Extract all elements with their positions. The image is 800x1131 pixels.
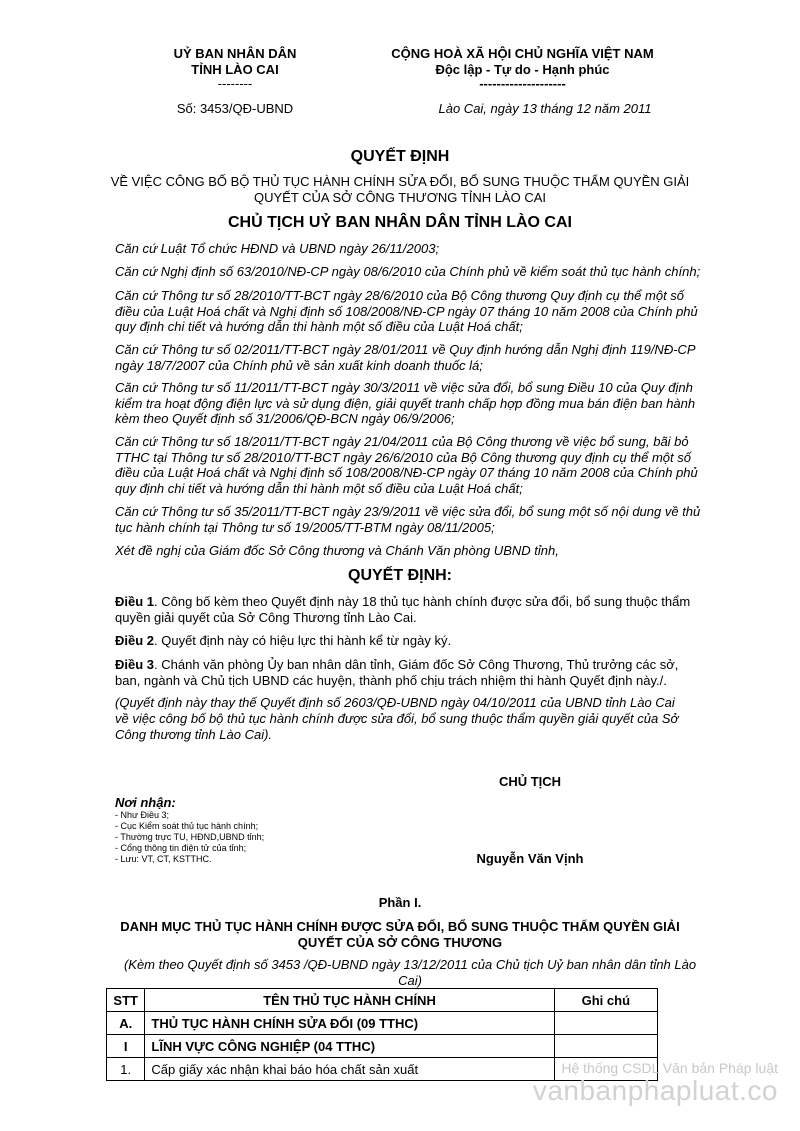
preamble-line: Xét đề nghị của Giám đốc Sở Công thương và Chánh Văn phòng UBND tỉnh, [115,543,559,558]
preamble-line: Căn cứ Thông tư số 02/2011/TT-BCT ngày 28/01/2011 về Quy định hướng dẫn Nghị định 119/NĐ-CP [115,342,696,357]
national-motto-block [365,46,680,90]
replacement-note [115,695,720,743]
recipient-item: - Lưu: VT, CT, KSTTHC. [115,854,212,864]
appendix-title-line: DANH MỤC THỦ TỤC HÀNH CHÍNH ĐƯỢC SỬA ĐỔI, BỔ SUNG THUỘC THẨM QUYỀN GIẢI [120,919,680,934]
issuing-authority: CHỦ TỊCH UỶ BAN NHÂN DÂN TỈNH LÀO CAI [228,214,572,231]
document-subject [60,174,740,205]
header-procedure-name: TÊN THỦ TỤC HÀNH CHÍNH [145,989,554,1012]
decision-heading: QUYẾT ĐỊNH: [348,567,452,584]
preamble-line: Căn cứ Thông tư số 11/2011/TT-BCT ngày 30/3/2011 về việc sửa đổi, bổ sung Điều 10 của Quy định [115,380,693,395]
article-line [115,633,720,649]
article-line: quyền giải quyết của Sở Công Thương tỉnh Lào Cai. [115,610,417,625]
signer-title: CHỦ TỊCH [498,774,562,789]
article-1 [115,594,720,626]
preamble-item [115,342,720,373]
preamble-item [115,434,720,496]
preamble-line: TTHC tại Thông tư số 28/2010/TT-BCT ngày 26/6/2010 của Bộ Công thương quy định cụ thể một số [115,449,691,465]
watermark-domain: vanbanphapluat.co [532,1075,778,1106]
preamble-line: Căn cứ Thông tư số 18/2011/TT-BCT ngày 21/04/2011 của Bộ Công thương về việc bổ sung, bãi bỏ [115,434,689,449]
recipients-label: Nơi nhận: [115,795,176,810]
preamble-line: kiểm tra hoạt động điện lực và sử dụng điện, giải quyết tranh chấp hợp đồng mua bán điện ban hành [115,395,696,411]
preamble-line: Căn cứ Thông tư số 35/2011/TT-BCT ngày 23/9/2011 về việc sửa đổi, bổ sung một số nội dung về thủ [115,504,701,519]
subject-line: VỀ VIỆC CÔNG BỐ BỘ THỦ TỤC HÀNH CHÍNH SỬA ĐỔI, BỔ SUNG THUỘC THẨM QUYỀN GIẢI [110,174,690,189]
article-3 [115,657,720,689]
preamble-item [115,504,720,535]
cell-note [554,1012,657,1035]
table-row [107,1012,658,1035]
table-header-row [107,989,658,1012]
article-text: . Chánh văn phòng Ủy ban nhân dân tỉnh, Giám đốc Sở Công Thương, Thủ trưởng các sở, [154,657,679,672]
preamble-line: Căn cứ Luật Tổ chức HĐND và UBND ngày 26/11/2003; [115,241,440,256]
article-2 [115,633,720,649]
table-row [107,1035,658,1058]
motto: Độc lập - Tự do - Hạnh phúc [435,62,610,77]
preamble-line: quy định chi tiết và hướng dẫn thi hành một số điều của Luật Hoá chất; [115,319,523,334]
watermark-caption: Hệ thống CSDL Văn bản Pháp luật [561,1060,778,1076]
preamble-item [115,380,720,427]
subject-line: QUYẾT CỦA SỞ CÔNG THƯƠNG TỈNH LÀO CAI [254,189,546,205]
signer-name: Nguyễn Văn Vịnh [476,851,584,866]
article-label: Điều 3 [115,657,155,672]
article-label: Điều 1 [115,594,155,609]
cell-procedure: THỦ TỤC HÀNH CHÍNH SỬA ĐỔI (09 TTHC) [145,1012,554,1035]
preamble-line: điều của Luật Hoá chất và Nghị định số 108/2008/NĐ-CP ngày 07 tháng 10 năm 2008 của Chính phủ [115,465,698,480]
appendix-title-line: QUYẾT CỦA SỞ CÔNG THƯƠNG [297,934,503,950]
appendix-part: Phần I. [378,895,422,910]
document-title: QUYẾT ĐỊNH [350,148,450,165]
preamble-line: điều của Luật Hoá chất và Nghị định số 108/2008/NĐ-CP ngày 07 tháng 10 năm 2008 của Chính phủ [115,303,698,319]
recipient-item: - Cổng thông tin điện tử của tỉnh; [115,843,247,853]
article-line [115,657,720,673]
note-line: Công thương tỉnh Lào Cai). [115,727,273,742]
motto-rule: -------------------- [479,76,566,91]
cell-procedure: Cấp giấy xác nhận khai báo hóa chất sản xuất [145,1058,554,1081]
cell-stt: 1. [107,1058,145,1081]
preamble-line: Căn cứ Nghị định số 63/2010/NĐ-CP ngày 08/6/2010 của Chính phủ về kiểm soát thủ tục hành chính; [115,264,701,279]
appendix-reference [100,957,720,988]
header-notes: Ghi chú [554,989,657,1012]
note-line: về việc công bố bộ thủ tục hành chính được sửa đổi, bổ sung thuộc thẩm quyền giải quyết của Sở [115,711,679,726]
reference-line: Cai) [398,972,422,988]
document-date: Lào Cai, ngày 13 tháng 12 năm 2011 [438,101,652,116]
article-text: . Công bố kèm theo Quyết định này 18 thủ tục hành chính được sửa đổi, bổ sung thuộc thẩm [154,594,691,609]
preamble-item [115,543,720,559]
cell-stt: I [107,1035,145,1058]
cell-note [554,1035,657,1058]
header-stt: STT [107,989,145,1012]
preamble-item [115,241,720,257]
national-title: CỘNG HOÀ XÃ HỘI CHỦ NGHĨA VIỆT NAM [391,46,654,61]
article-line [115,594,720,610]
appendix-title [60,919,740,950]
preamble-item [115,264,720,280]
article-line: ban, ngành và Chủ tịch UBND các huyện, thành phố chịu trách nhiệm thi hành Quyết định này./. [115,673,667,688]
document-number: Số: 3453/QĐ-UBND [176,101,294,116]
recipients-list [115,810,375,865]
cell-procedure: LĨNH VỰC CÔNG NGHIỆP (04 TTHC) [145,1035,554,1058]
preamble-item [115,288,720,335]
article-label: Điều 2 [115,633,155,648]
recipient-item: - Như Điều 3; [115,810,170,820]
cell-stt: A. [107,1012,145,1035]
recipient-item: - Thường trực TU, HĐND,UBND tỉnh; [115,832,265,842]
note-line: (Quyết định này thay thế Quyết định số 2603/QĐ-UBND ngày 04/10/2011 của UBND tỉnh Lào Cai [115,695,675,710]
recipient-item: - Cục Kiểm soát thủ tục hành chính; [115,821,259,831]
preamble-line: ngày 18/7/2007 của Chính phủ về sản xuất kinh doanh thuốc lá; [115,357,483,373]
issuer-province: TỈNH LÀO CAI [191,62,279,77]
issuer-rule: -------- [217,76,253,91]
issuer-name: UỶ BAN NHÂN DÂN [173,46,297,61]
preamble-line: Căn cứ Thông tư số 28/2010/TT-BCT ngày 28/6/2010 của Bộ Công thương Quy định cụ thể một số [115,288,685,303]
issuer-block [150,46,320,90]
article-text: . Quyết định này có hiệu lực thi hành kể từ ngày ký. [154,633,452,648]
preamble-line: kèm theo Quyết định số 31/2006/QĐ-BCN ngày 06/9/2006; [115,411,455,426]
preamble-line: tục hành chính tại Thông tư số 19/2005/TT-BTM ngày 08/11/2005; [115,519,495,535]
reference-line: (Kèm theo Quyết định số 3453 /QĐ-UBND ngày 13/12/2011 của Chủ tịch Uỷ ban nhân dân tỉnh Lào [123,957,697,972]
preamble-line: quy định chi tiết và hướng dẫn thi hành một số điều của Luật Hoá chất; [115,480,523,496]
